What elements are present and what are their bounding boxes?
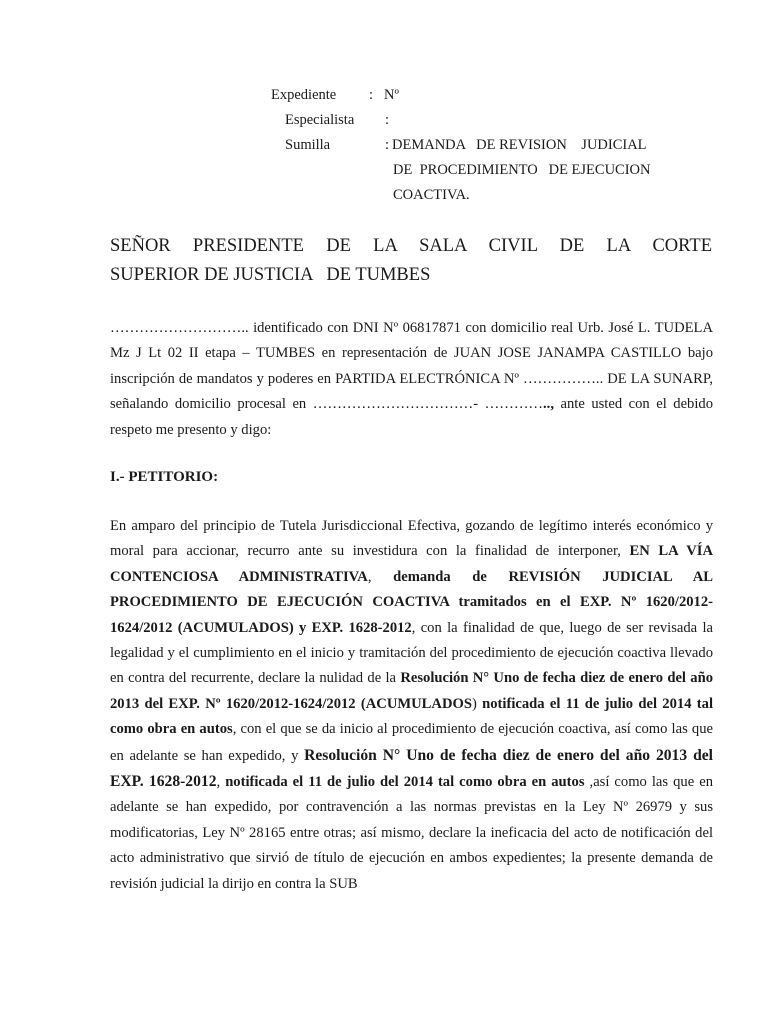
expediente-value: Nº <box>384 87 399 103</box>
intro-paragraph <box>110 316 713 443</box>
expediente-separator: : <box>369 87 374 103</box>
document-title-line-2: SUPERIOR DE JUSTICIA DE TUMBES <box>110 265 431 285</box>
sumilla-line-1: DEMANDA DE REVISION JUDICIAL <box>392 137 647 153</box>
petitorio-text-6: , <box>216 774 226 791</box>
sumilla-line-2: DE PROCEDIMIENTO DE EJECUCION <box>393 162 651 178</box>
expediente-label: Expediente <box>271 87 337 103</box>
especialista-label: Especialista <box>285 112 355 128</box>
petitorio-bold-4: notificada el 11 de julio del 2014 tal como obra en autos <box>110 695 713 738</box>
petitorio-text-4: ) <box>471 695 483 712</box>
petitorio-text-3: , con la finalidad de que, luego de ser revisada la legalidad y el cumplimiento en el inicio y tramitación del procedimiento de ejecución coactiva llevado en contra del recurrente, declare la nulidad de la <box>110 619 714 687</box>
sumilla-separator: : <box>385 137 390 153</box>
intro-text-2: .., <box>543 396 554 413</box>
petitorio-text-7: ,así como las que en adelante se han expedido, por contravención a las normas previstas en la Ley Nº 26979 y sus modificatorias, Ley Nº 28165 entre otras; así mismo, declare la ineficacia del acto de notificación del acto administrativo que sirvió de título de ejecución en ambos expedientes; la presente demanda de revisión judicial la dirijo en contra la SUB <box>110 774 713 892</box>
intro-text-3: ante usted con el debido respeto me presento y digo: <box>110 396 713 438</box>
petitorio-bold-2: demanda de REVISIÓN JUDICIAL AL PROCEDIMIENTO DE EJECUCIÓN COACTIVA tramitados en el EXP. Nº 1620/2012-1624/2012 (ACUMULADOS) y EXP. 1628-2012 <box>110 568 714 636</box>
document-title-line-1: SEÑOR PRESIDENTE DE LA SALA CIVIL DE LA CORTE <box>110 236 712 256</box>
section-heading-petitorio: I.- PETITORIO: <box>110 469 219 485</box>
petitorio-text-1: En amparo del principio de Tutela Jurisdiccional Efectiva, gozando de legítimo interés económico y moral para accionar, recurro ante su investidura con la finalidad de interponer, <box>110 518 713 560</box>
petitorio-bold-3: Resolución N° Uno de fecha diez de enero del año 2013 del EXP. Nº 1620/2012-1624/2012 (ACUMULADOS <box>110 670 713 712</box>
especialista-separator: : <box>385 112 390 128</box>
especialista-row <box>285 111 389 129</box>
petitorio-bold-6: notificada el 11 de julio del 2014 tal como obra en autos <box>225 774 585 791</box>
petitorio-text-2: , <box>367 568 394 585</box>
sumilla-row <box>285 136 647 154</box>
sumilla-label: Sumilla <box>285 137 331 153</box>
petitorio-text-5: , con el que se da inicio al procedimiento de ejecución coactiva, así como las que en adelante se han expedido, y <box>110 721 713 764</box>
sumilla-line-3: COACTIVA. <box>393 187 470 203</box>
intro-text-1: ……………………….. identificado con DNI Nº 06817871 con domicilio real Urb. José L. TUDELA Mz J Lt 02 II etapa – TUMBES en representación de JUAN JOSE JANAMPA CASTILLO bajo inscripción de mandatos y poderes en PARTIDA ELECTRÓNICA Nº …………….. DE LA SUNARP, señalando domicilio procesal en ……………………………- ………… <box>110 320 713 413</box>
petitorio-bold-5: Resolución N° Uno de fecha diez de enero del año 2013 del EXP. 1628-2012 <box>110 746 713 791</box>
expediente-row <box>271 86 399 104</box>
petitorio-bold-1: EN LA VÍA CONTENCIOSA ADMINISTRATIVA <box>110 543 714 585</box>
petitorio-paragraph <box>110 514 713 897</box>
